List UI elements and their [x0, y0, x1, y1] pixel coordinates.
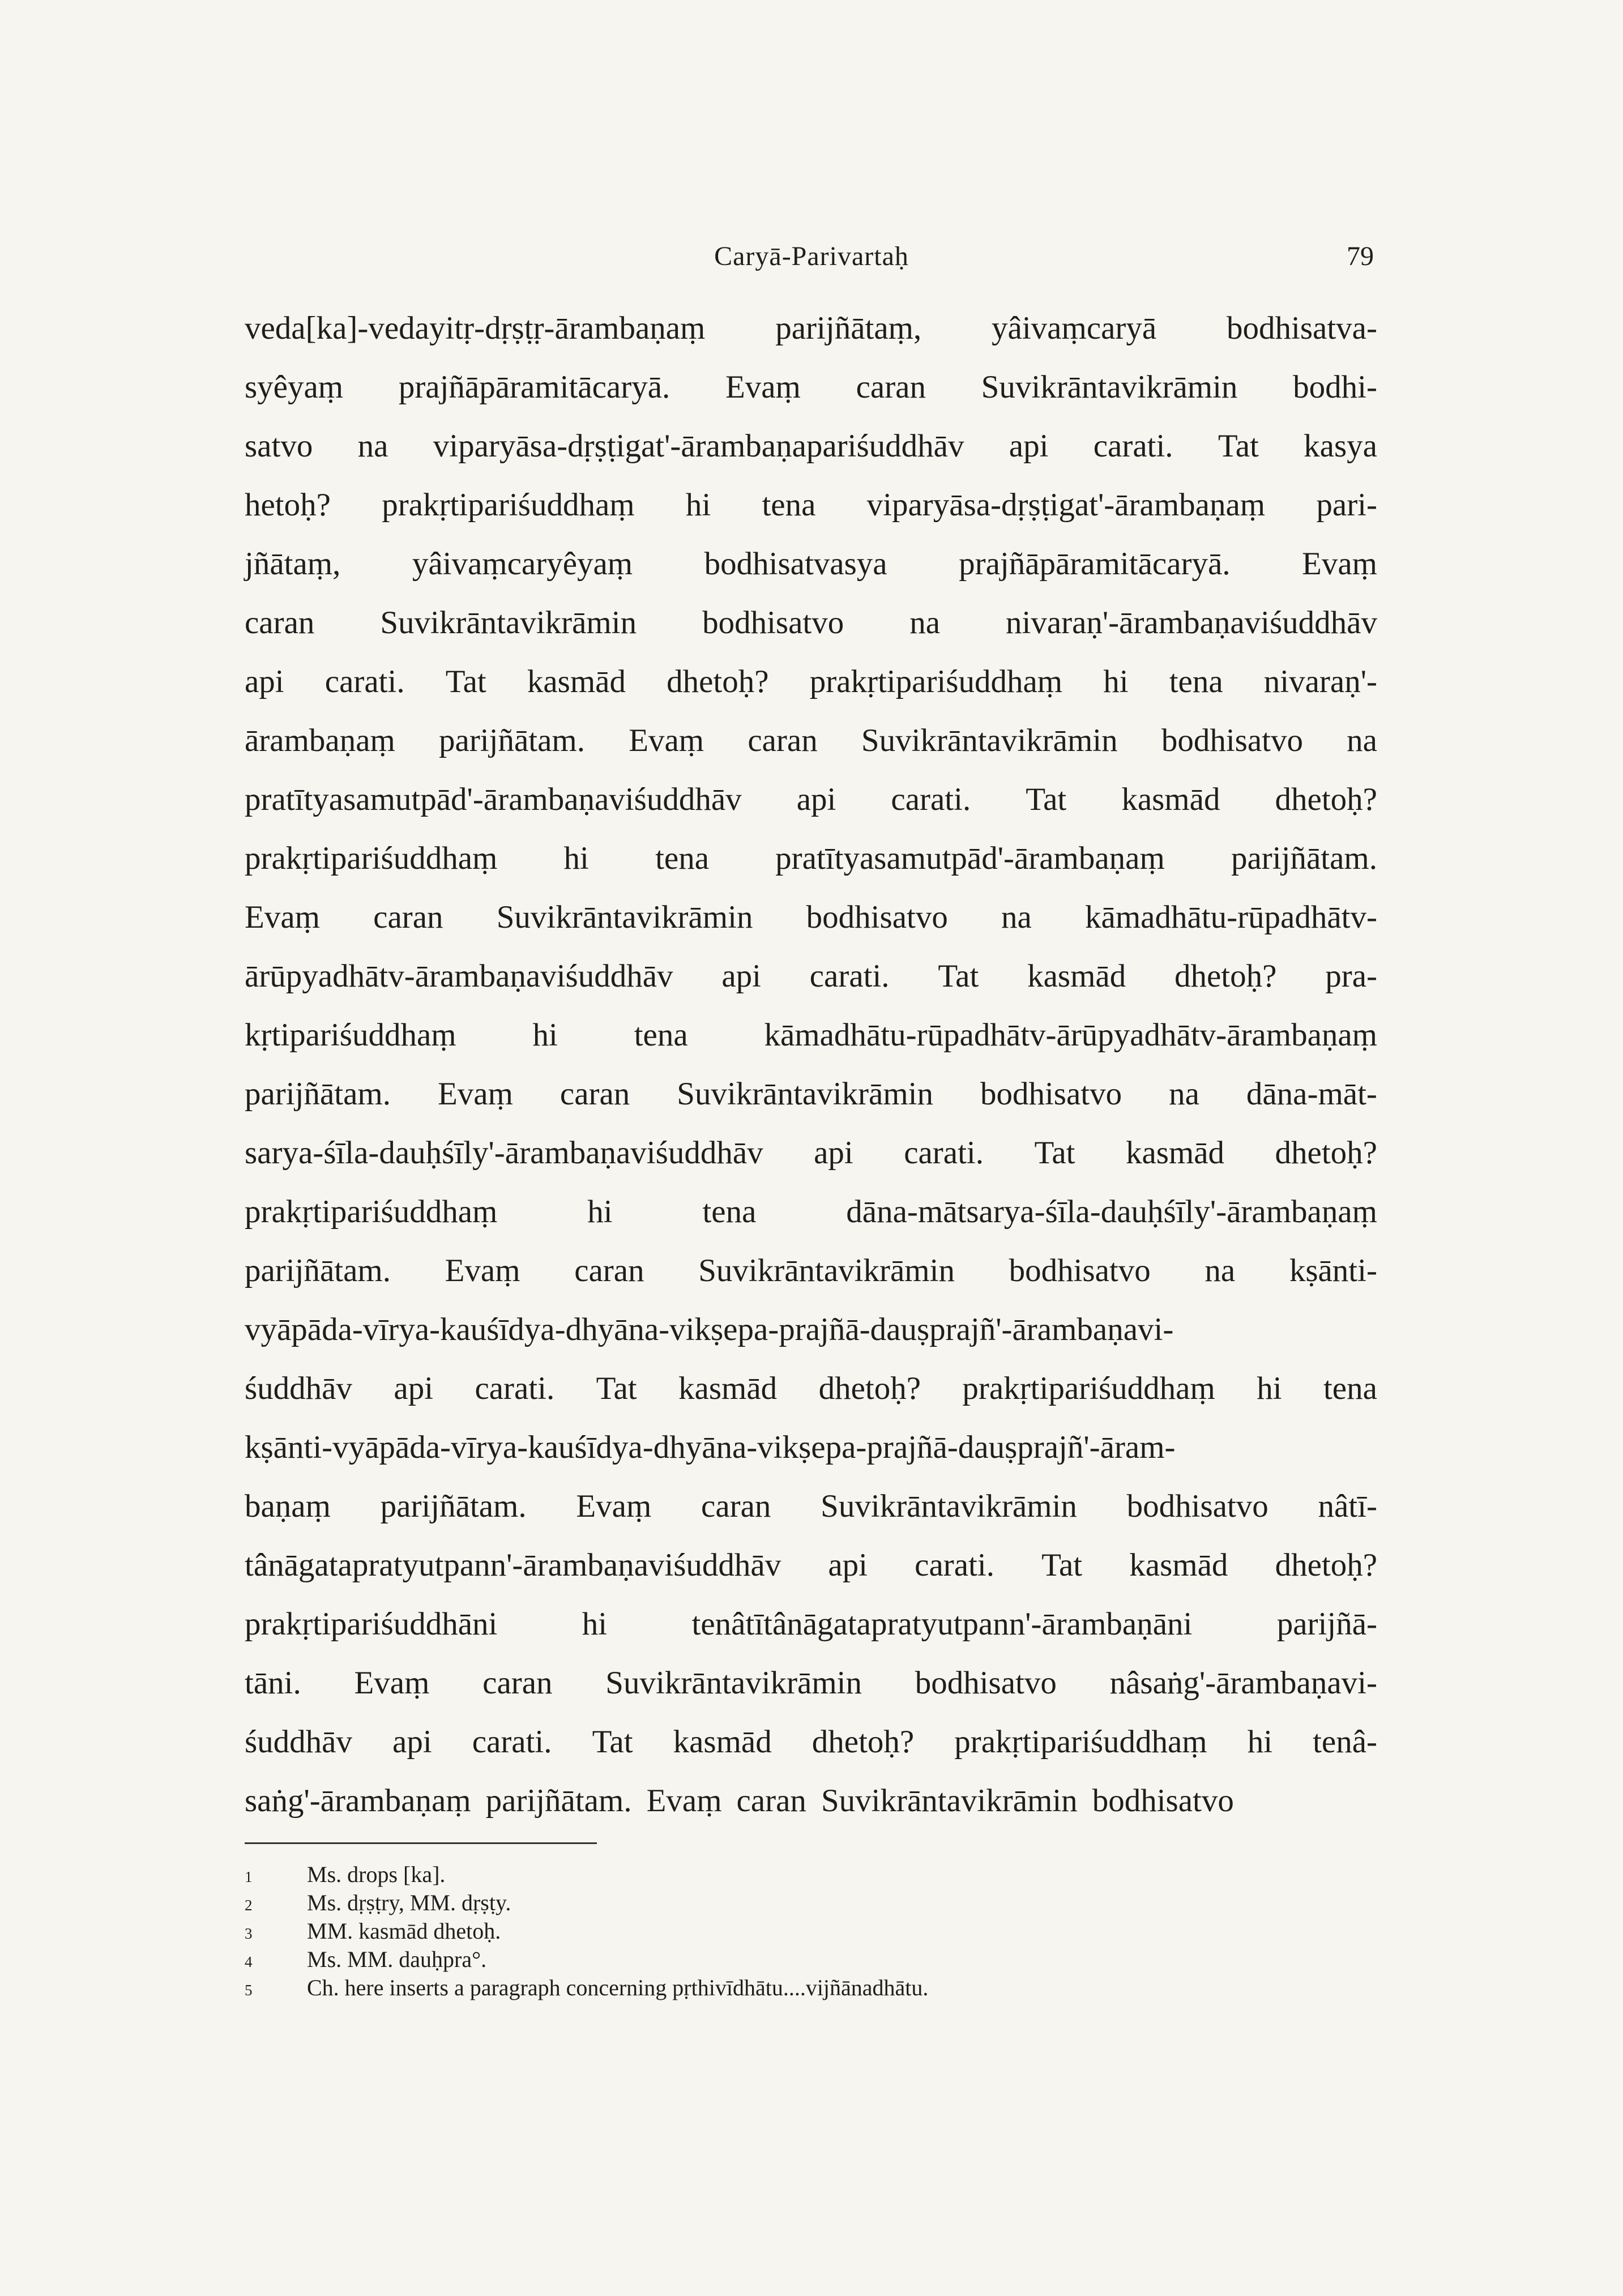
- word: caran: [482, 1665, 553, 1701]
- body-text: [245, 299, 1377, 1830]
- word: tena: [702, 1194, 757, 1230]
- word: kasmād: [678, 1371, 778, 1406]
- text-line: [245, 535, 1377, 594]
- page-header: [0, 241, 1623, 280]
- word: prakṛtipariśuddhaṃ: [954, 1724, 1207, 1760]
- word: bodhisatvo: [1009, 1253, 1151, 1288]
- word: Suvikrāntavikrāmin: [821, 1783, 1078, 1819]
- word: Tat: [1218, 428, 1259, 464]
- word: hi: [587, 1194, 613, 1230]
- word: bodhisatvo: [806, 899, 948, 935]
- word: Suvikrāntavikrāmin: [821, 1488, 1077, 1524]
- text-line: [245, 888, 1377, 947]
- word: api: [796, 782, 836, 817]
- text-line: [245, 358, 1377, 417]
- word: caran: [748, 723, 818, 758]
- word: tânāgatapratyutpann'-ārambaṇaviśuddhāv: [245, 1547, 781, 1583]
- word: sarya-śīla-dauḥśīly'-ārambaṇaviśuddhāv: [245, 1135, 763, 1171]
- word: tena: [1169, 664, 1223, 699]
- text-line: [245, 417, 1377, 476]
- word: Tat: [1041, 1547, 1083, 1583]
- word: Tat: [445, 664, 486, 699]
- footnote-text: MM. kasmād dhetoḥ.: [307, 1918, 501, 1944]
- text-line: [245, 1359, 1377, 1418]
- word: bodhisatvo: [1161, 723, 1303, 758]
- word: Evaṃ: [245, 899, 320, 935]
- word: bodhisatvo: [915, 1665, 1057, 1701]
- footnote-number: 3: [245, 1925, 253, 1942]
- word: parijñātam.: [485, 1783, 632, 1819]
- word: api: [394, 1371, 434, 1406]
- word: carati.: [891, 782, 971, 817]
- text-line: [245, 1418, 1377, 1477]
- text-line: [245, 770, 1377, 829]
- word: Tat: [596, 1371, 637, 1406]
- word: caran: [559, 1076, 630, 1112]
- word: hetoḥ?: [245, 487, 331, 523]
- word: dhetoḥ?: [1275, 1135, 1377, 1171]
- word: śuddhāv: [245, 1724, 352, 1760]
- word: bodhi-: [1293, 369, 1377, 405]
- word: tena: [1323, 1371, 1377, 1406]
- word: jñātaṃ,: [245, 546, 341, 582]
- word: viparyāsa-dṛṣṭigat'-ārambaṇapariśuddhāv: [433, 428, 964, 464]
- word: Suvikrāntavikrāmin: [698, 1253, 955, 1288]
- word: dāna-māt-: [1246, 1076, 1377, 1112]
- word: caran: [701, 1488, 771, 1524]
- word: caran: [574, 1253, 644, 1288]
- word: api: [392, 1724, 432, 1760]
- text-line: [245, 1772, 1377, 1830]
- running-title: Caryā-Parivartaḥ: [714, 241, 909, 271]
- word: caran: [373, 899, 443, 935]
- word: api: [814, 1135, 853, 1171]
- word: kāmadhātu-rūpadhātv-: [1085, 899, 1377, 935]
- word: Evaṃ: [576, 1488, 652, 1524]
- word: bodhisatvasya: [704, 546, 887, 582]
- word: bodhisatva-: [1227, 310, 1377, 346]
- word: yâivaṃcaryā: [992, 310, 1157, 346]
- word: hi: [685, 487, 711, 523]
- word: kasmād: [527, 664, 626, 699]
- text-line: [245, 1065, 1377, 1124]
- footnote: [245, 1889, 1377, 1917]
- word: bodhisatvo: [1126, 1488, 1268, 1524]
- word: Evaṃ: [1302, 546, 1377, 582]
- word: nivaraṇ'-ārambaṇaviśuddhāv: [1005, 605, 1377, 641]
- page-number: 79: [1347, 241, 1374, 271]
- word: carati.: [1093, 428, 1173, 464]
- word: prajñāpāramitācaryā.: [398, 369, 670, 405]
- text-line: [245, 1654, 1377, 1713]
- word: hi: [532, 1017, 558, 1053]
- text-line: [245, 652, 1377, 711]
- word: carati.: [324, 664, 405, 699]
- footnote-rule: [245, 1842, 597, 1844]
- word: parijñātam.: [439, 723, 586, 758]
- footnote-number: 4: [245, 1953, 253, 1970]
- word: parijñā-: [1276, 1606, 1377, 1642]
- text-line: [245, 1006, 1377, 1065]
- footnote-text: Ms. dṛṣṭry, MM. dṛṣṭy.: [307, 1890, 511, 1915]
- word: na: [357, 428, 388, 464]
- word: pratītyasamutpād'-ārambaṇaviśuddhāv: [245, 782, 742, 817]
- word: kṣānti-: [1289, 1253, 1377, 1288]
- word: kasmād: [1125, 1135, 1225, 1171]
- word: veda[ka]-vedayitṛ-dṛṣṭṛ-ārambaṇaṃ: [245, 310, 706, 346]
- word: carati.: [475, 1371, 555, 1406]
- word: parijñātaṃ,: [775, 310, 922, 346]
- text-line: [245, 1713, 1377, 1772]
- word: dhetoḥ?: [818, 1371, 921, 1406]
- text-line: [245, 594, 1377, 652]
- word: dhetoḥ?: [1275, 1547, 1377, 1583]
- word: Evaṃ: [437, 1076, 513, 1112]
- word: prakṛtipariśuddhaṃ: [382, 487, 635, 523]
- word: kāmadhātu-rūpadhātv-ārūpyadhātv-ārambaṇaṃ: [764, 1017, 1377, 1053]
- word: na: [909, 605, 941, 641]
- word: vyāpāda-vīrya-kauśīdya-dhyāna-vikṣepa-prajñā-dauṣprajñ'-ārambaṇavi-: [245, 1312, 1174, 1347]
- word: Tat: [938, 958, 979, 994]
- text-line: [245, 947, 1377, 1006]
- word: hi: [563, 840, 589, 876]
- word: śuddhāv: [245, 1371, 352, 1406]
- word: kṣānti-vyāpāda-vīrya-kauśīdya-dhyāna-vikṣepa-prajñā-dauṣprajñ'-āram-: [245, 1429, 1176, 1465]
- word: Suvikrāntavikrāmin: [605, 1665, 862, 1701]
- footnote-number: 2: [245, 1897, 253, 1914]
- word: caran: [856, 369, 926, 405]
- word: nâtī-: [1318, 1488, 1377, 1524]
- word: prakṛtipariśuddhaṃ: [809, 664, 1063, 699]
- word: kasmād: [1027, 958, 1126, 994]
- text-line: [245, 299, 1377, 358]
- footnote-text: Ch. here inserts a paragraph concerning pṛthivīdhātu....vijñānadhātu.: [307, 1975, 929, 2000]
- word: na: [1205, 1253, 1236, 1288]
- word: kasmād: [1129, 1547, 1228, 1583]
- word: kasya: [1304, 428, 1377, 464]
- word: Evaṃ: [646, 1783, 722, 1819]
- footnote: [245, 1945, 1377, 1974]
- word: Suvikrāntavikrāmin: [981, 369, 1238, 405]
- word: bodhisatvo: [702, 605, 844, 641]
- word: pari-: [1316, 487, 1377, 523]
- word: prakṛtipariśuddhaṃ: [245, 840, 498, 876]
- word: tenâtītânāgatapratyutpann'-ārambaṇāni: [691, 1606, 1193, 1642]
- word: tenâ-: [1313, 1724, 1377, 1760]
- word: saṅg'-ārambaṇaṃ: [245, 1783, 471, 1819]
- word: parijñātam.: [245, 1253, 391, 1288]
- word: dhetoḥ?: [812, 1724, 915, 1760]
- word: dhetoḥ?: [1174, 958, 1277, 994]
- word: nivaraṇ'-: [1263, 664, 1377, 699]
- word: Suvikrāntavikrāmin: [677, 1076, 933, 1112]
- word: Tat: [592, 1724, 633, 1760]
- word: syêyaṃ: [245, 369, 344, 405]
- word: prakṛtipariśuddhāni: [245, 1606, 498, 1642]
- word: na: [1169, 1076, 1199, 1112]
- word: ārambaṇaṃ: [245, 723, 395, 758]
- footnote-number: 5: [245, 1982, 253, 1999]
- word: hi: [1247, 1724, 1273, 1760]
- text-line: [245, 711, 1377, 770]
- word: api: [721, 958, 761, 994]
- text-line: [245, 1124, 1377, 1183]
- word: kasmād: [673, 1724, 772, 1760]
- word: ārūpyadhātv-ārambaṇaviśuddhāv: [245, 958, 673, 994]
- word: prakṛtipariśuddhaṃ: [245, 1194, 498, 1230]
- footnote-text: Ms. MM. dauḥpra°.: [307, 1947, 487, 1972]
- footnote: [245, 1860, 1377, 1889]
- word: kṛtipariśuddhaṃ: [245, 1017, 456, 1053]
- word: api: [245, 664, 284, 699]
- word: parijñātam.: [1231, 840, 1377, 876]
- word: dhetoḥ?: [1275, 782, 1377, 817]
- word: carati.: [809, 958, 890, 994]
- word: Suvikrāntavikrāmin: [380, 605, 637, 641]
- word: hi: [1103, 664, 1129, 699]
- word: bodhisatvo: [1092, 1783, 1234, 1819]
- word: viparyāsa-dṛṣṭigat'-ārambaṇaṃ: [866, 487, 1266, 523]
- word: na: [1001, 899, 1032, 935]
- word: tena: [655, 840, 709, 876]
- text-line: [245, 1300, 1377, 1359]
- word: dhetoḥ?: [667, 664, 769, 699]
- word: api: [1009, 428, 1049, 464]
- text-line: [245, 1183, 1377, 1241]
- word: pratītyasamutpād'-ārambaṇaṃ: [775, 840, 1165, 876]
- footnote-number: 1: [245, 1868, 253, 1885]
- word: carati.: [904, 1135, 984, 1171]
- word: tena: [634, 1017, 688, 1053]
- word: baṇaṃ: [245, 1488, 331, 1524]
- word: api: [828, 1547, 868, 1583]
- word: satvo: [245, 428, 313, 464]
- footnote-text: Ms. drops [ka].: [307, 1862, 446, 1887]
- word: nâsaṅg'-ārambaṇavi-: [1109, 1665, 1377, 1701]
- word: tāni.: [245, 1665, 301, 1701]
- word: Suvikrāntavikrāmin: [861, 723, 1118, 758]
- text-line: [245, 1477, 1377, 1536]
- word: pra-: [1325, 958, 1377, 994]
- word: na: [1347, 723, 1377, 758]
- word: parijñātam.: [380, 1488, 527, 1524]
- word: Tat: [1034, 1135, 1075, 1171]
- word: bodhisatvo: [980, 1076, 1122, 1112]
- word: parijñātam.: [245, 1076, 391, 1112]
- word: caran: [736, 1783, 806, 1819]
- word: prajñāpāramitācaryā.: [959, 546, 1231, 582]
- word: caran: [245, 605, 315, 641]
- text-line: [245, 1241, 1377, 1300]
- word: Evaṃ: [725, 369, 801, 405]
- word: tena: [762, 487, 816, 523]
- word: carati.: [472, 1724, 552, 1760]
- word: Evaṃ: [629, 723, 704, 758]
- word: kasmād: [1121, 782, 1220, 817]
- word: Suvikrāntavikrāmin: [496, 899, 753, 935]
- text-line: [245, 1536, 1377, 1595]
- footnote: [245, 1917, 1377, 1945]
- word: Tat: [1026, 782, 1067, 817]
- text-line: [245, 829, 1377, 888]
- word: prakṛtipariśuddhaṃ: [962, 1371, 1215, 1406]
- text-line: [245, 1595, 1377, 1654]
- word: Evaṃ: [445, 1253, 520, 1288]
- word: yâivaṃcaryêyaṃ: [412, 546, 633, 582]
- word: hi: [582, 1606, 608, 1642]
- word: hi: [1257, 1371, 1282, 1406]
- word: carati.: [915, 1547, 994, 1583]
- footnote: [245, 1974, 1377, 2002]
- text-line: [245, 476, 1377, 535]
- word: Evaṃ: [354, 1665, 430, 1701]
- footnotes: [245, 1860, 1377, 2002]
- word: dāna-mātsarya-śīla-dauḥśīly'-ārambaṇaṃ: [846, 1194, 1377, 1230]
